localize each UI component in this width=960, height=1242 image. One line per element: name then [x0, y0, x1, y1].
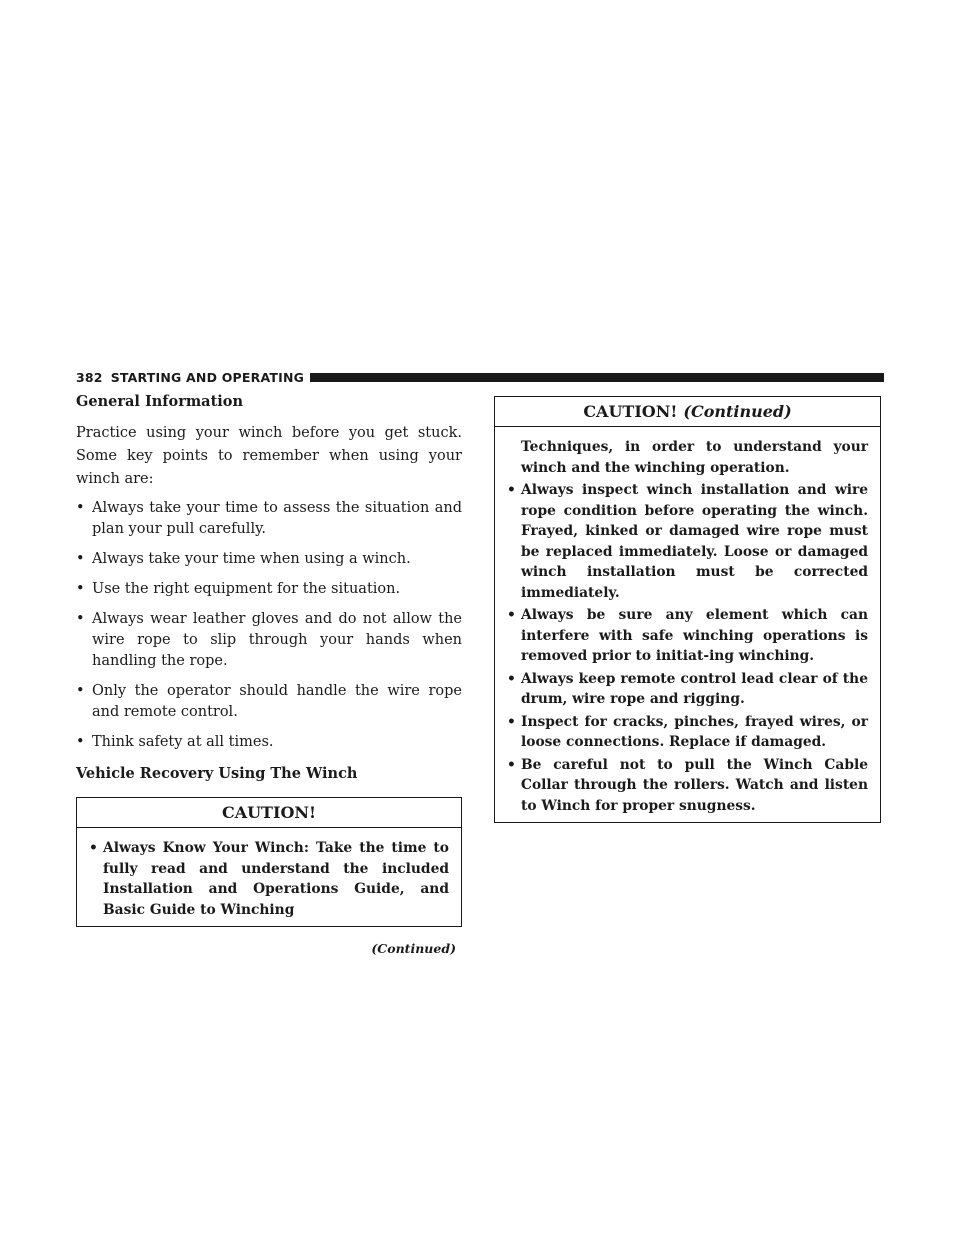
bullet-icon: •: [507, 713, 516, 730]
bullet-icon: •: [507, 756, 516, 773]
continued-note: (Continued): [371, 941, 456, 956]
list-item: • Inspect for cracks, pinches, frayed wires, or loose connections. Replace if damaged.: [507, 713, 868, 750]
list-item: • Always keep remote control lead clear of the drum, wire rope and rigging.: [507, 670, 868, 707]
intro-paragraph: Practice using your winch before you get stuck. Some key points to remember when using your winch are:: [76, 425, 462, 487]
caution-title: CAUTION!: [77, 798, 461, 828]
list-item: • Use the right equipment for the situation.: [76, 579, 462, 600]
bullet-icon: •: [89, 840, 98, 856]
caution-box: [76, 797, 462, 927]
bullet-icon: •: [507, 670, 516, 687]
bullet-icon: •: [507, 607, 516, 623]
bullet-icon: •: [76, 611, 85, 627]
bullet-icon: •: [76, 500, 85, 516]
caution-list: [507, 480, 868, 816]
left-column: [76, 393, 462, 956]
list-item: • Only the operator should handle the wire rope and remote control.: [76, 683, 462, 720]
header-rule: [310, 373, 884, 382]
page-header: [76, 369, 884, 385]
caution-body: [77, 828, 461, 926]
winch-tips-list: [76, 498, 462, 753]
bullet-icon: •: [76, 683, 85, 699]
caution-title: CAUTION! (Continued): [495, 397, 880, 427]
bullet-icon: •: [76, 551, 85, 567]
bullet-icon: •: [507, 482, 516, 498]
caution-continuation-text: Techniques, in order to understand your winch and the winching operation.: [521, 439, 868, 476]
heading-vehicle-recovery: Vehicle Recovery Using The Winch: [76, 765, 358, 782]
section-title: STARTING AND OPERATING: [110, 369, 305, 385]
list-item: • Be careful not to pull the Winch Cable Collar through the rollers. Watch and listen to Winch for proper snugness.: [507, 756, 868, 814]
right-column: [494, 396, 881, 823]
list-item: • Always inspect winch installation and wire rope condition before operating the winch. Frayed, kinked or damaged wire rope must be replaced immediately. Loose or damaged winch installation must be corrected immediately.: [507, 482, 868, 601]
caution-body: [495, 427, 880, 822]
caution-box-continued: [494, 396, 881, 823]
page-number: 382: [76, 369, 103, 385]
bullet-icon: •: [76, 581, 85, 597]
caution-continued-label: (Continued): [683, 402, 792, 421]
list-item: • Think safety at all times.: [76, 732, 462, 753]
heading-general-information: General Information: [76, 393, 243, 410]
list-item: • Always be sure any element which can interfere with safe winching operations is removed prior to initiat-ing winching.: [507, 607, 868, 664]
list-item: • Always Know Your Winch: Take the time to fully read and understand the included Installation and Operations Guide, and Basic Guide to Winching: [89, 840, 449, 918]
list-item: • Always take your time to assess the situation and plan your pull carefully.: [76, 500, 462, 537]
list-item: • Always wear leather gloves and do not allow the wire rope to slip through your hands when handling the rope.: [76, 611, 462, 669]
caution-list: [89, 838, 449, 920]
bullet-icon: •: [76, 734, 85, 750]
list-item: • Always take your time when using a winch.: [76, 549, 462, 570]
